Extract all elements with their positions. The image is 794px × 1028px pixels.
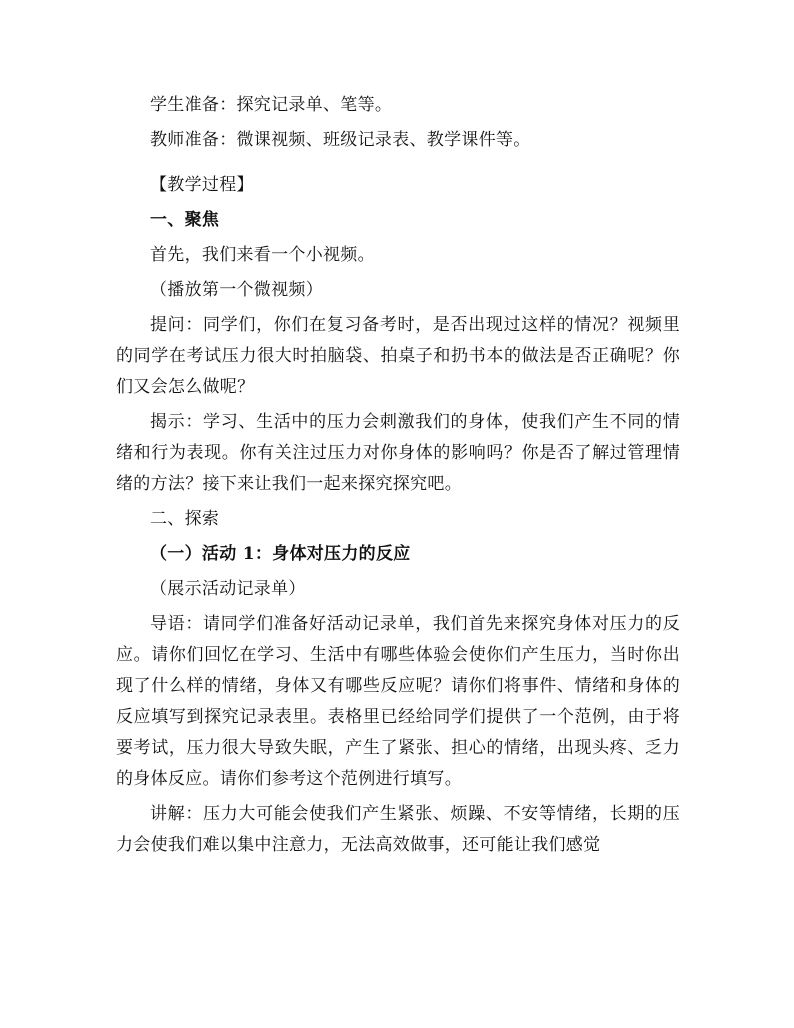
heading-explore: 二、探索 [150,509,220,529]
paragraph-student-prep: 学生准备：探究记录单、笔等。 [150,95,393,115]
paragraph-explain: 讲解：压力大可能会使我们产生紧张、烦躁、不安等情绪，长期的压力会使我们难以集中注意力，无法高效做事，还可能让我们感觉 [116,804,680,855]
paragraph-guide: 导语：请同学们准备好活动记录单，我们首先来探究身体对压力的反应。请你们回忆在学习、生活中有哪些体验会使你们产生压力，当时你出现了什么样的情绪，身体又有哪些反应呢？请你们将事件、情绪和身体的反应填写到探究记录表里。表格里已经给同学们提供了一个范例，由于将要考试，压力很大导致失眠，产生了紧张、担心的情绪，出现头疼、乏力的身体反应。请你们参考这个范例进行填写。 [116,614,680,789]
document-body [116,90,680,865]
section-teaching-process: 【教学过程】 [150,175,254,195]
paragraph-intro-video: 首先，我们来看一个小视频。 [150,245,375,265]
paragraph-show-record: （展示活动记录单） [150,579,306,599]
paragraph-question: 提问：同学们，你们在复习备考时，是否出现过这样的情况？视频里的同学在考试压力很大时拍脑袋、拍桌子和扔书本的做法是否正确呢？你们又会怎么做呢？ [116,315,680,397]
paragraph-play-video: （播放第一个微视频） [150,280,323,300]
heading-focus: 一、聚焦 [150,210,220,230]
paragraph-reveal: 揭示：学习、生活中的压力会刺激我们的身体，使我们产生不同的情绪和行为表现。你有关注过压力对你身体的影响吗？你是否了解过管理情绪的方法？接下来让我们一起来探究探究吧。 [116,412,680,494]
paragraph-teacher-prep: 教师准备：微课视频、班级记录表、教学课件等。 [150,130,531,150]
heading-activity-1: （一）活动 1：身体对压力的反应 [150,544,411,564]
